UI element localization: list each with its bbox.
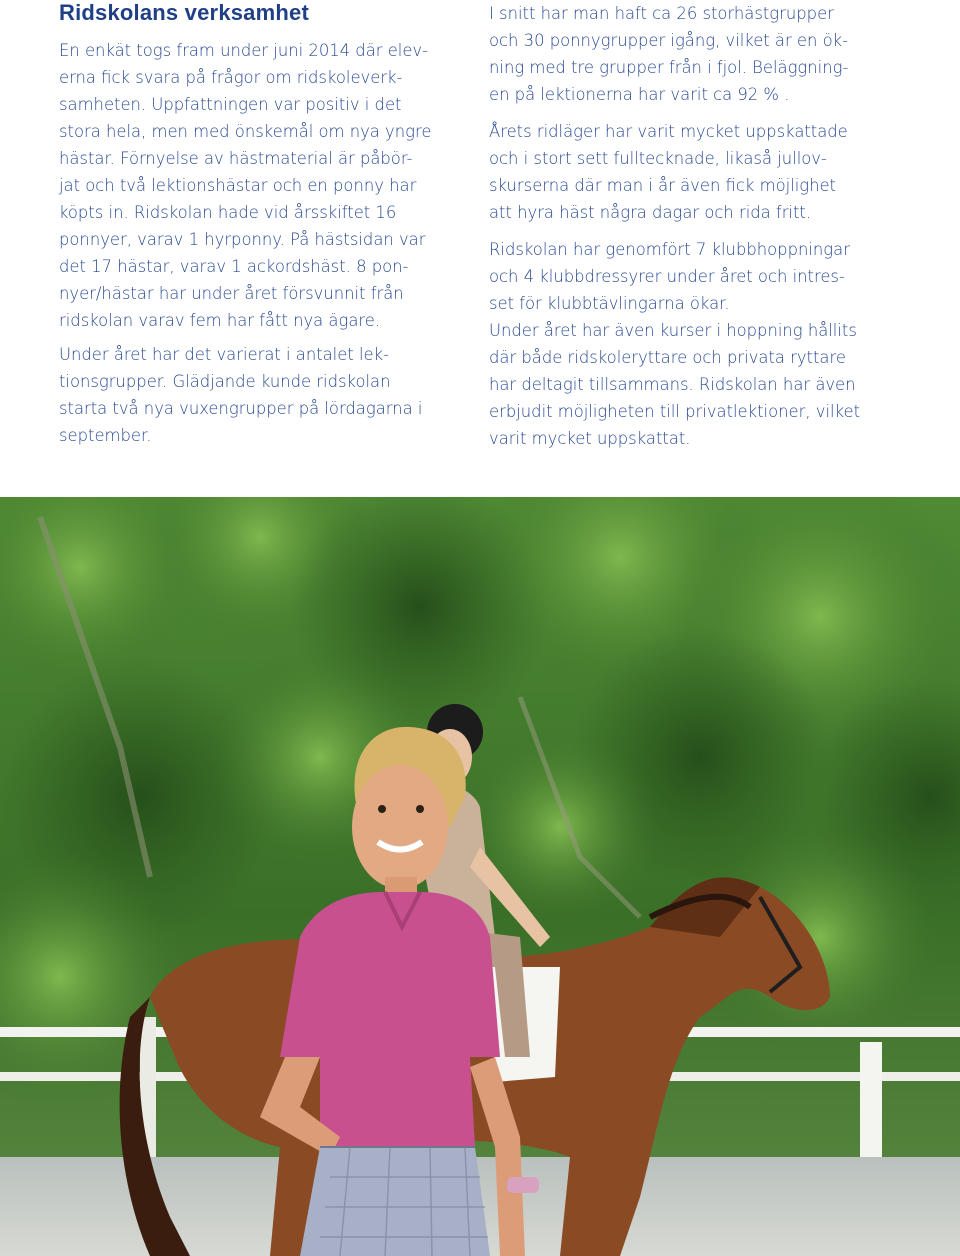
right-paragraph-4: Under året har även kurser i hoppning hållits där både ridskoleryttare och privata ryttare har deltagit tillsammans. Ridskolan har även erbjudit möjligheten till privatlektioner, vilket varit mycket uppskattat. bbox=[489, 321, 860, 448]
right-column bbox=[489, 0, 909, 452]
left-paragraph-2: Under året har det varierat i antalet lek- tionsgrupper. Glädjande kunde ridskolan starta två nya vuxengrupper på lördagarna i september. bbox=[59, 345, 423, 445]
article-title: Ridskolans verksamhet bbox=[59, 0, 309, 25]
right-paragraph-2: Årets ridläger har varit mycket uppskattade och i stort sett fulltecknade, likaså jullov- skurserna där man i år även fick möjlighet att hyra häst några dagar och rida fritt. bbox=[489, 122, 848, 222]
left-paragraph-1: En enkät togs fram under juni 2014 där elev- erna fick svara på frågor om ridskoleverk- samheten. Uppfattningen var positiv i det stora hela, men med önskemål om nya yngre hästar. Förnyelse av hästmaterial är påbör- jat och två lektionshästar och en ponny har köpts in. Ridskolan hade vid årsskiftet 16 ponnyer, varav 1 hyrponny. På hästsidan var det 17 hästar, varav 1 ackordshäst. 8 pon- nyer/hästar har under året försvunnit från ridskolan varav fem har fått nya ägare. bbox=[59, 41, 432, 330]
right-paragraph-1: I snitt har man haft ca 26 storhästgrupper och 30 ponnygrupper igång, vilket är en ök- ning med tre grupper från i fjol. Beläggning- en på lektionerna har varit ca 92 % . bbox=[489, 4, 849, 104]
left-column bbox=[59, 0, 469, 449]
riding-school-photo bbox=[0, 497, 960, 1256]
right-paragraph-3: Ridskolan har genomfört 7 klubbhoppningar och 4 klubbdressyrer under året och intres- set för klubbtävlingarna ökar. bbox=[489, 240, 850, 313]
